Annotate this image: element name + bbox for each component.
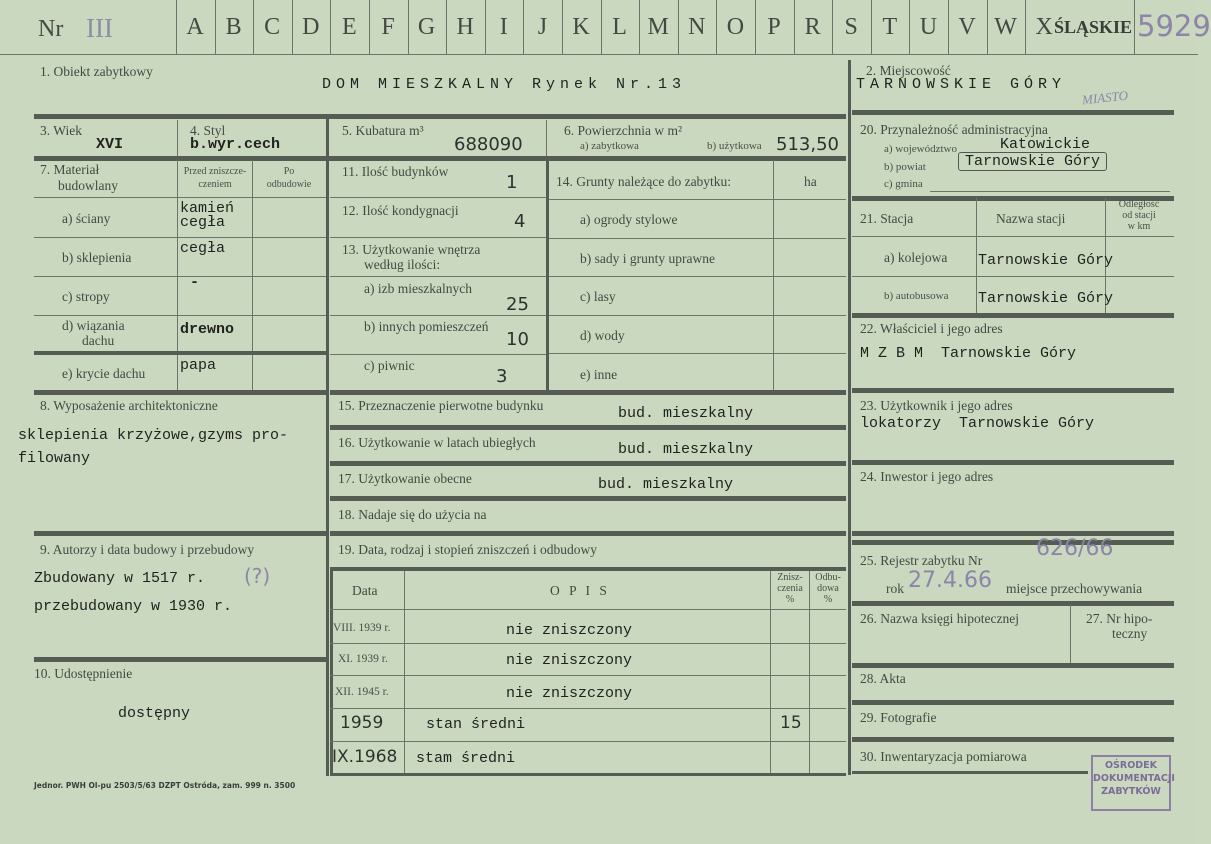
f19-col-reb-1: Odbu- [815, 572, 841, 583]
f14-row-e: e) inne [580, 367, 618, 382]
index-letter-g: G [417, 14, 436, 40]
f21-b-value: Tarnowskie Góry [978, 290, 1114, 307]
index-letter-v: V [958, 14, 976, 40]
f7-row-a-label: a) ściany [62, 211, 111, 226]
f25-year-label: rok [886, 581, 904, 596]
f7-row-e-label: e) krycie dachu [62, 366, 146, 381]
f19-row1-date: VIII. 1939 r. [333, 622, 391, 634]
letter-divider [485, 0, 486, 54]
f8-value-2: filowany [18, 450, 91, 467]
f12-label: 12. Ilość kondygnacji [342, 203, 459, 218]
f17-value: bud. mieszkalny [598, 476, 734, 493]
f7-label-1: 7. Materiał [40, 162, 100, 177]
f7-col-after-2: odbudowie [266, 179, 312, 190]
f20-c-label: c) gmina [884, 178, 923, 190]
index-letter-p: P [767, 14, 781, 40]
f22-value: M Z B M Tarnowskie Góry [860, 345, 1077, 362]
f19-col-dmg-2: czenia [777, 583, 803, 594]
index-letter-i: I [499, 14, 508, 40]
letter-divider [369, 0, 370, 54]
f8-label: 8. Wyposażenie architektoniczne [40, 398, 218, 413]
f18-label: 18. Nadaje się do użycia na [338, 507, 487, 522]
f2-note: MIASTO [1081, 87, 1129, 108]
f25-label: 25. Rejestr zabytku Nr [860, 553, 983, 568]
f15-value: bud. mieszkalny [618, 405, 754, 422]
f20-b-label: b) powiat [884, 161, 926, 173]
f21-col-dist-1: Odległość [1118, 199, 1160, 210]
f21-col-dist-3: w km [1127, 221, 1151, 232]
index-letter-s: S [844, 14, 858, 40]
f13-label-1: 13. Użytkowanie wnętrza [342, 242, 481, 257]
f4-value: b.wyr.cech [190, 136, 281, 153]
letter-divider [639, 0, 640, 54]
f13-a-value: 25 [506, 294, 529, 315]
f11-label: 11. Ilość budynków [342, 164, 449, 179]
f7-row-b-value: cegła [180, 240, 226, 257]
letter-divider [987, 0, 988, 54]
f26-label: 26. Nazwa księgi hipotecznej [860, 611, 1019, 626]
f19-row4-dmg: 15 [780, 713, 802, 733]
index-letter-k: K [572, 14, 590, 40]
letter-divider [253, 0, 254, 54]
f25-place-label: miejsce przechowywania [1006, 581, 1143, 596]
f27-label-1: 27. Nr hipo- [1086, 611, 1153, 626]
f14-label: 14. Grunty należące do zabytku: [556, 174, 732, 189]
letter-divider [562, 0, 563, 54]
f19-col-reb-3: % [823, 594, 833, 605]
f5-label: 5. Kubatura m³ [342, 123, 424, 138]
f9-label: 9. Autorzy i data budowy i przebudowy [40, 542, 255, 557]
letter-divider [794, 0, 795, 54]
letter-divider [948, 0, 949, 54]
letter-divider [909, 0, 910, 54]
f16-value: bud. mieszkalny [618, 441, 754, 458]
f6-sub-a: a) zabytkowa [580, 140, 639, 152]
f6-sub-b: b) użytkowa [707, 140, 762, 152]
f19-col-dmg-1: Znisz- [777, 572, 803, 583]
index-letter-w: W [994, 14, 1017, 40]
f15-label: 15. Przeznaczenie pierwotne budynku [338, 398, 544, 413]
index-letter-e: E [342, 14, 357, 40]
f21-b-label: b) autobusowa [884, 290, 949, 302]
f2-value: TARNOWSKIE GÓRY [856, 76, 1067, 93]
f13-c-label: c) piwnic [364, 358, 415, 373]
f7-row-d-label-2: dachu [82, 333, 115, 348]
letter-divider [832, 0, 833, 54]
f13-label-2: według ilości: [364, 257, 441, 272]
f13-a-label: a) izb mieszkalnych [364, 281, 472, 296]
f7-row-a-value-1: kamień [180, 200, 235, 217]
f20-a-value: Katowickie [1000, 136, 1091, 153]
f19-row2-desc: nie zniszczony [506, 652, 633, 669]
f7-col-before-1: Przed zniszcze- [183, 166, 247, 177]
letter-divider [601, 0, 602, 54]
f7-row-c-value: - [190, 274, 200, 291]
f13-b-value: 10 [506, 329, 529, 350]
f9-value-1: Zbudowany w 1517 r. [34, 570, 206, 587]
f4-label: 4. Styl [190, 123, 226, 138]
f19-col-dmg-3: % [785, 594, 795, 605]
index-letter-u: U [919, 14, 938, 40]
letter-divider [408, 0, 409, 54]
f7-col-after-1: Po [283, 166, 295, 177]
f6-value-b: 513,50 [776, 134, 839, 155]
f21-col-dist-2: od stacji [1122, 210, 1156, 221]
f7-row-b-label: b) sklepienia [62, 250, 132, 265]
f8-value-1: sklepienia krzyżowe,gzyms pro- [18, 427, 289, 444]
f1-value: DOM MIESZKALNY Rynek Nr.13 [322, 76, 687, 93]
f19-row3-desc: nie zniszczony [506, 685, 633, 702]
f7-row-a-value-2: cegła [180, 214, 226, 231]
letter-divider [292, 0, 293, 54]
f19-row5-date: IX.1968 [332, 747, 398, 767]
f25-value: 626/66 [1036, 536, 1114, 561]
f19-row2-date: XI. 1939 r. [338, 653, 388, 665]
print-imprint: Jednor. PWH Ol-pu 2503/5/63 DZPT Ostróda, zam. 999 n. 3500 [34, 781, 296, 790]
f21-col-name: Nazwa stacji [996, 211, 1066, 226]
f20-b-value: Tarnowskie Góry [958, 152, 1107, 171]
index-letter-x: X [1035, 14, 1053, 40]
f9-note: (?) [244, 564, 271, 588]
f10-value: dostępny [118, 705, 191, 722]
letter-divider [1025, 0, 1026, 54]
index-letter-f: F [381, 14, 395, 40]
nr-label: Nr [38, 16, 64, 42]
f28-label: 28. Akta [860, 671, 906, 686]
archive-stamp [1091, 755, 1175, 811]
index-letter-d: D [302, 14, 320, 40]
f19-col-desc: O P I S [550, 583, 610, 598]
index-letter-n: N [688, 14, 706, 40]
f13-b-label: b) innych pomieszczeń [364, 319, 489, 334]
f19-row3-date: XII. 1945 r. [335, 686, 389, 698]
f21-a-value: Tarnowskie Góry [978, 252, 1114, 269]
letter-divider [523, 0, 524, 54]
f21-label: 21. Stacja [860, 211, 914, 226]
nr-value: III [86, 13, 113, 43]
index-letter-m: M [647, 14, 669, 40]
f17-label: 17. Użytkowanie obecne [338, 471, 472, 486]
f19-row5-desc: stam średni [416, 750, 516, 767]
f25-year-value: 27.4.66 [908, 568, 992, 593]
index-letter-t: T [882, 14, 898, 40]
index-letter-h: H [456, 14, 474, 40]
index-letter-l: L [612, 14, 627, 40]
f9-value-2: przebudowany w 1930 r. [34, 598, 233, 615]
f7-row-c-label: c) stropy [62, 289, 110, 304]
f2-label: 2. Miejscowość [866, 63, 951, 78]
f7-row-d-label-1: d) wiązania [62, 318, 125, 333]
index-letter-o: O [726, 14, 745, 40]
f30-label: 30. Inwentaryzacja pomiarowa [860, 749, 1027, 764]
f27-label-2: teczny [1112, 626, 1148, 641]
letter-divider [330, 0, 331, 54]
f14-row-b: b) sady i grunty uprawne [580, 251, 715, 266]
f6-label: 6. Powierzchnia w m² [564, 123, 683, 138]
f10-label: 10. Udostępnienie [34, 666, 133, 681]
f7-row-e-value: papa [180, 357, 217, 374]
region-label: ŚLĄSKIE [1054, 17, 1133, 37]
f19-row4-desc: stan średni [426, 716, 526, 733]
f20-a-label: a) województwo [884, 143, 958, 155]
index-letter-a: A [186, 14, 204, 40]
f29-label: 29. Fotografie [860, 710, 937, 725]
f12-value: 4 [514, 211, 526, 232]
f20-label: 20. Przynależność administracyjna [860, 122, 1048, 137]
letter-divider [716, 0, 717, 54]
f21-a-label: a) kolejowa [884, 250, 948, 265]
f7-row-d-value: drewno [180, 321, 235, 338]
f7-col-before-2: czeniem [198, 179, 232, 190]
letter-divider [755, 0, 756, 54]
f19-label: 19. Data, rodzaj i stopień zniszczeń i odbudowy [338, 542, 598, 557]
f16-label: 16. Użytkowanie w latach ubiegłych [338, 435, 536, 450]
f22-label: 22. Właściciel i jego adres [860, 321, 1003, 336]
letter-divider [871, 0, 872, 54]
f7-label-2: budowlany [58, 178, 118, 193]
f23-label: 23. Użytkownik i jego adres [860, 398, 1013, 413]
index-letter-j: J [537, 14, 548, 40]
f19-row4-date: 1959 [340, 713, 384, 733]
f19-row1-desc: nie zniszczony [506, 622, 633, 639]
letter-divider [678, 0, 679, 54]
index-letter-r: R [804, 14, 821, 40]
f1-label: 1. Obiekt zabytkowy [40, 64, 153, 79]
stamp-line-3: ZABYTKÓW [1101, 786, 1161, 797]
f5-value: 688090 [454, 134, 523, 155]
f19-col-date: Data [352, 583, 378, 598]
f14-row-c: c) lasy [580, 289, 616, 304]
stamp-line-2: DOKUMENTACJI [1093, 773, 1175, 784]
f3-label: 3. Wiek [40, 123, 82, 138]
stamp-line-1: OŚRODEK [1104, 760, 1158, 771]
f14-unit: ha [804, 174, 817, 189]
f14-row-d: d) wody [580, 328, 625, 343]
f19-col-reb-2: dowa [817, 583, 839, 594]
index-letter-c: C [264, 14, 281, 40]
index-letter-b: B [225, 14, 242, 40]
f23-value: lokatorzy Tarnowskie Góry [860, 415, 1095, 432]
card-number: 5929 [1137, 9, 1211, 43]
f13-c-value: 3 [496, 366, 508, 387]
f14-row-a: a) ogrody stylowe [580, 212, 678, 227]
letter-divider [446, 0, 447, 54]
f11-value: 1 [506, 172, 518, 193]
letter-divider [215, 0, 216, 54]
f24-label: 24. Inwestor i jego adres [860, 469, 994, 484]
f3-value: XVI [96, 136, 124, 153]
